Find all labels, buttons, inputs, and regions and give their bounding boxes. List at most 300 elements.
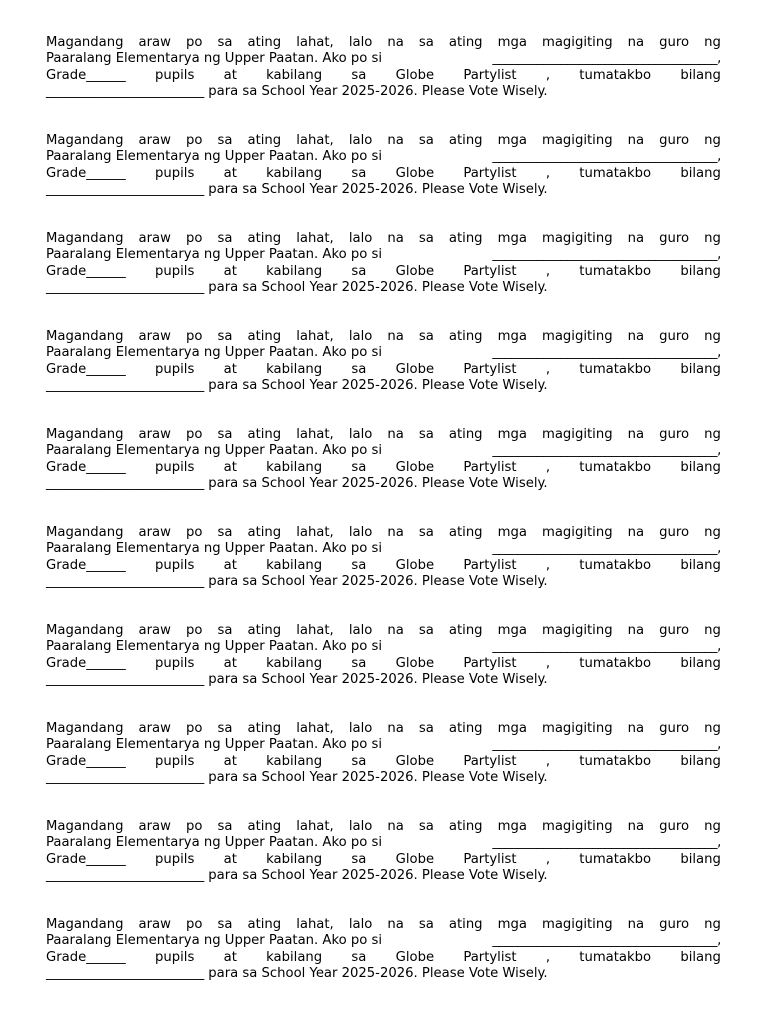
campaign-paragraph: [46, 427, 721, 493]
campaign-paragraph: [46, 525, 721, 591]
word: ating: [247, 819, 282, 834]
paragraph-line-3: [46, 754, 721, 770]
word: ng: [704, 623, 721, 638]
word: kabilang: [266, 557, 323, 573]
word: ating: [247, 917, 282, 932]
word: pupils: [155, 655, 195, 671]
word: pupils: [155, 165, 195, 181]
word: pupils: [155, 263, 195, 279]
paragraph-line-1: [46, 721, 721, 737]
word: Globe: [395, 67, 435, 83]
word: ating: [247, 525, 282, 540]
word: araw: [138, 427, 171, 442]
word: pupils: [155, 949, 195, 965]
position-blank: ________________________: [46, 476, 205, 492]
word: kabilang: [266, 949, 323, 965]
word: bilang: [680, 459, 721, 475]
word: mga: [497, 917, 527, 932]
name-blank: ____________________________________,: [492, 835, 721, 851]
line-text: Paaralang Elementarya ng Upper Paatan. Ako po si: [46, 933, 383, 949]
paragraph-line-4: [46, 868, 721, 884]
paragraph-line-1: [46, 525, 721, 541]
word: sa: [217, 623, 233, 638]
word: po: [185, 917, 203, 932]
word: Globe: [395, 263, 435, 279]
word: Magandang: [46, 525, 124, 540]
paragraph-line-3: [46, 656, 721, 672]
campaign-paragraph: [46, 231, 721, 297]
word: araw: [138, 231, 171, 246]
word: bilang: [680, 165, 721, 181]
grade-blank: Grade______: [46, 655, 126, 671]
position-blank: ________________________: [46, 378, 205, 394]
word: Globe: [395, 361, 435, 377]
word: guro: [659, 721, 690, 736]
word: ating: [247, 623, 282, 638]
word: na: [627, 819, 645, 834]
word: magigiting: [542, 231, 613, 246]
paragraph-line-4: [46, 280, 721, 296]
word: sa: [217, 525, 233, 540]
word: at: [223, 949, 237, 965]
word: na: [627, 35, 645, 50]
word: at: [223, 851, 237, 867]
paragraph-line-4: [46, 476, 721, 492]
paragraph-line-3: [46, 264, 721, 280]
word: na: [627, 721, 645, 736]
line-text: para sa School Year 2025-2026. Please Vote Wisely.: [208, 770, 548, 786]
word: Globe: [395, 949, 435, 965]
word: sa: [351, 361, 367, 377]
position-blank: ________________________: [46, 182, 205, 198]
word: sa: [351, 165, 367, 181]
word: ating: [448, 525, 483, 540]
word: guro: [659, 35, 690, 50]
word: ng: [704, 525, 721, 540]
word: Magandang: [46, 623, 124, 638]
word: ng: [704, 427, 721, 442]
word: po: [185, 427, 203, 442]
word: mga: [497, 721, 527, 736]
word: lalo: [348, 917, 373, 932]
word: sa: [217, 721, 233, 736]
word: lahat,: [296, 35, 334, 50]
word: bilang: [680, 263, 721, 279]
position-blank: ________________________: [46, 966, 205, 982]
word: araw: [138, 721, 171, 736]
word: sa: [418, 525, 434, 540]
word: ,: [545, 165, 551, 181]
word: at: [223, 557, 237, 573]
word: tumatakbo: [579, 753, 652, 769]
campaign-paragraph: [46, 329, 721, 395]
word: na: [387, 427, 404, 442]
word: ating: [247, 427, 282, 442]
word: sa: [351, 753, 367, 769]
position-blank: ________________________: [46, 84, 205, 100]
word: na: [387, 525, 404, 540]
word: bilang: [680, 655, 721, 671]
word: ng: [704, 819, 721, 834]
word: pupils: [155, 361, 195, 377]
word: ating: [247, 133, 282, 148]
word: Magandang: [46, 427, 124, 442]
word: lahat,: [296, 819, 334, 834]
paragraph-line-1: [46, 231, 721, 247]
name-blank: ____________________________________,: [492, 247, 721, 263]
word: kabilang: [266, 655, 323, 671]
paragraph-line-1: [46, 35, 721, 51]
word: kabilang: [266, 753, 323, 769]
word: na: [627, 133, 645, 148]
grade-blank: Grade______: [46, 753, 126, 769]
word: tumatakbo: [579, 263, 652, 279]
word: na: [387, 721, 404, 736]
word: ating: [448, 133, 483, 148]
word: Globe: [395, 165, 435, 181]
paragraph-line-3: [46, 460, 721, 476]
grade-blank: Grade______: [46, 949, 126, 965]
word: na: [387, 231, 404, 246]
line-text: para sa School Year 2025-2026. Please Vote Wisely.: [208, 476, 548, 492]
line-text: Paaralang Elementarya ng Upper Paatan. Ako po si: [46, 639, 383, 655]
position-blank: ________________________: [46, 868, 205, 884]
word: lahat,: [296, 427, 334, 442]
word: Globe: [395, 459, 435, 475]
word: guro: [659, 329, 690, 344]
paragraph-line-1: [46, 329, 721, 345]
word: sa: [217, 329, 233, 344]
word: na: [387, 819, 404, 834]
paragraph-line-1: [46, 917, 721, 933]
word: at: [223, 165, 237, 181]
word: sa: [418, 721, 434, 736]
word: Globe: [395, 557, 435, 573]
line-text: para sa School Year 2025-2026. Please Vote Wisely.: [208, 182, 548, 198]
line-text: Paaralang Elementarya ng Upper Paatan. Ako po si: [46, 443, 383, 459]
line-text: Paaralang Elementarya ng Upper Paatan. Ako po si: [46, 737, 383, 753]
word: magigiting: [542, 133, 613, 148]
word: ating: [247, 329, 282, 344]
word: araw: [138, 623, 171, 638]
word: pupils: [155, 459, 195, 475]
word: sa: [351, 655, 367, 671]
word: araw: [138, 917, 171, 932]
line-text: para sa School Year 2025-2026. Please Vote Wisely.: [208, 84, 548, 100]
word: sa: [418, 329, 434, 344]
word: Magandang: [46, 819, 124, 834]
word: mga: [497, 329, 527, 344]
word: sa: [418, 427, 434, 442]
word: ,: [545, 67, 551, 83]
word: mga: [497, 819, 527, 834]
paragraph-line-2: [46, 247, 721, 263]
word: sa: [217, 231, 233, 246]
grade-blank: Grade______: [46, 165, 126, 181]
paragraph-line-2: [46, 639, 721, 655]
word: sa: [351, 949, 367, 965]
word: po: [185, 819, 203, 834]
paragraph-line-4: [46, 574, 721, 590]
word: araw: [138, 819, 171, 834]
line-text: Paaralang Elementarya ng Upper Paatan. Ako po si: [46, 345, 383, 361]
word: ating: [448, 721, 483, 736]
word: tumatakbo: [579, 557, 652, 573]
word: bilang: [680, 753, 721, 769]
word: tumatakbo: [579, 361, 652, 377]
word: Globe: [395, 851, 435, 867]
word: mga: [497, 427, 527, 442]
word: ating: [448, 819, 483, 834]
word: ating: [247, 35, 282, 50]
word: Globe: [395, 655, 435, 671]
word: sa: [351, 263, 367, 279]
line-text: Paaralang Elementarya ng Upper Paatan. Ako po si: [46, 247, 383, 263]
name-blank: ____________________________________,: [492, 443, 721, 459]
word: ng: [704, 35, 721, 50]
word: mga: [497, 525, 527, 540]
word: bilang: [680, 557, 721, 573]
line-text: Paaralang Elementarya ng Upper Paatan. Ako po si: [46, 541, 383, 557]
grade-blank: Grade______: [46, 557, 126, 573]
word: sa: [418, 231, 434, 246]
word: lalo: [348, 427, 373, 442]
line-text: para sa School Year 2025-2026. Please Vote Wisely.: [208, 868, 548, 884]
word: bilang: [680, 949, 721, 965]
word: magigiting: [542, 917, 613, 932]
paragraph-line-2: [46, 345, 721, 361]
word: magigiting: [542, 35, 613, 50]
word: mga: [497, 231, 527, 246]
paragraph-line-1: [46, 427, 721, 443]
word: ,: [545, 851, 551, 867]
word: Partylist: [463, 459, 517, 475]
word: bilang: [680, 851, 721, 867]
campaign-paragraph: [46, 35, 721, 101]
word: araw: [138, 329, 171, 344]
word: tumatakbo: [579, 459, 652, 475]
word: pupils: [155, 67, 195, 83]
paragraph-line-2: [46, 541, 721, 557]
word: po: [185, 329, 203, 344]
word: magigiting: [542, 329, 613, 344]
word: po: [185, 133, 203, 148]
word: magigiting: [542, 819, 613, 834]
word: Partylist: [463, 67, 517, 83]
word: Magandang: [46, 917, 124, 932]
paragraph-line-3: [46, 362, 721, 378]
word: na: [627, 231, 645, 246]
campaign-paragraph: [46, 623, 721, 689]
line-text: para sa School Year 2025-2026. Please Vote Wisely.: [208, 966, 548, 982]
word: ,: [545, 361, 551, 377]
word: Partylist: [463, 655, 517, 671]
word: ng: [704, 133, 721, 148]
word: lalo: [348, 525, 373, 540]
word: Globe: [395, 753, 435, 769]
word: at: [223, 655, 237, 671]
grade-blank: Grade______: [46, 851, 126, 867]
word: Magandang: [46, 133, 124, 148]
word: kabilang: [266, 459, 323, 475]
word: ating: [448, 231, 483, 246]
word: ating: [247, 721, 282, 736]
word: lahat,: [296, 525, 334, 540]
word: at: [223, 361, 237, 377]
position-blank: ________________________: [46, 280, 205, 296]
word: Partylist: [463, 361, 517, 377]
word: po: [185, 35, 203, 50]
name-blank: ____________________________________,: [492, 149, 721, 165]
word: Magandang: [46, 35, 124, 50]
word: pupils: [155, 851, 195, 867]
grade-blank: Grade______: [46, 459, 126, 475]
paragraph-line-3: [46, 166, 721, 182]
grade-blank: Grade______: [46, 361, 126, 377]
paragraph-line-2: [46, 835, 721, 851]
word: lalo: [348, 231, 373, 246]
word: na: [387, 623, 404, 638]
word: at: [223, 67, 237, 83]
word: sa: [418, 133, 434, 148]
word: bilang: [680, 361, 721, 377]
word: Partylist: [463, 557, 517, 573]
word: lahat,: [296, 133, 334, 148]
paragraph-line-1: [46, 819, 721, 835]
name-blank: ____________________________________,: [492, 737, 721, 753]
word: Partylist: [463, 165, 517, 181]
line-text: Paaralang Elementarya ng Upper Paatan. Ako po si: [46, 835, 383, 851]
paragraph-line-3: [46, 852, 721, 868]
word: ng: [704, 329, 721, 344]
word: ng: [704, 231, 721, 246]
word: magigiting: [542, 525, 613, 540]
word: sa: [351, 67, 367, 83]
word: Partylist: [463, 949, 517, 965]
word: na: [387, 329, 404, 344]
word: na: [387, 133, 404, 148]
word: Partylist: [463, 753, 517, 769]
word: ating: [448, 35, 483, 50]
position-blank: ________________________: [46, 672, 205, 688]
word: at: [223, 459, 237, 475]
word: ,: [545, 459, 551, 475]
word: pupils: [155, 753, 195, 769]
word: ating: [448, 329, 483, 344]
word: mga: [497, 35, 527, 50]
word: ating: [448, 623, 483, 638]
word: sa: [217, 35, 233, 50]
word: lahat,: [296, 623, 334, 638]
word: tumatakbo: [579, 655, 652, 671]
paragraph-line-4: [46, 182, 721, 198]
line-text: para sa School Year 2025-2026. Please Vote Wisely.: [208, 378, 548, 394]
line-text: Paaralang Elementarya ng Upper Paatan. Ako po si: [46, 149, 383, 165]
word: lahat,: [296, 231, 334, 246]
word: magigiting: [542, 427, 613, 442]
name-blank: ____________________________________,: [492, 345, 721, 361]
paragraph-line-3: [46, 68, 721, 84]
word: magigiting: [542, 623, 613, 638]
campaign-paragraph: [46, 133, 721, 199]
word: ating: [247, 231, 282, 246]
word: araw: [138, 525, 171, 540]
word: lalo: [348, 819, 373, 834]
word: lalo: [348, 329, 373, 344]
line-text: Paaralang Elementarya ng Upper Paatan. Ako po si: [46, 51, 383, 67]
word: po: [185, 721, 203, 736]
word: lahat,: [296, 329, 334, 344]
word: na: [627, 917, 645, 932]
name-blank: ____________________________________,: [492, 51, 721, 67]
name-blank: ____________________________________,: [492, 933, 721, 949]
grade-blank: Grade______: [46, 263, 126, 279]
campaign-paragraph: [46, 819, 721, 885]
paragraph-line-2: [46, 149, 721, 165]
word: at: [223, 263, 237, 279]
word: lahat,: [296, 721, 334, 736]
word: Magandang: [46, 721, 124, 736]
paragraph-line-4: [46, 966, 721, 982]
name-blank: ____________________________________,: [492, 541, 721, 557]
word: na: [387, 35, 404, 50]
word: magigiting: [542, 721, 613, 736]
word: na: [627, 427, 645, 442]
word: po: [185, 525, 203, 540]
word: na: [627, 623, 645, 638]
word: sa: [217, 133, 233, 148]
word: sa: [418, 917, 434, 932]
word: kabilang: [266, 263, 323, 279]
word: ng: [704, 917, 721, 932]
paragraph-line-3: [46, 558, 721, 574]
word: sa: [217, 427, 233, 442]
word: at: [223, 753, 237, 769]
paragraph-line-4: [46, 672, 721, 688]
line-text: para sa School Year 2025-2026. Please Vote Wisely.: [208, 574, 548, 590]
word: kabilang: [266, 165, 323, 181]
word: guro: [659, 819, 690, 834]
word: ,: [545, 263, 551, 279]
word: po: [185, 231, 203, 246]
line-text: para sa School Year 2025-2026. Please Vote Wisely.: [208, 672, 548, 688]
word: guro: [659, 133, 690, 148]
word: Partylist: [463, 263, 517, 279]
word: ,: [545, 753, 551, 769]
word: ating: [448, 427, 483, 442]
word: ,: [545, 949, 551, 965]
word: guro: [659, 623, 690, 638]
word: sa: [418, 819, 434, 834]
paragraph-line-2: [46, 51, 721, 67]
campaign-paragraph: [46, 721, 721, 787]
word: sa: [351, 851, 367, 867]
word: guro: [659, 427, 690, 442]
paragraph-line-1: [46, 133, 721, 149]
word: na: [627, 525, 645, 540]
word: po: [185, 623, 203, 638]
grade-blank: Grade______: [46, 67, 126, 83]
paragraph-line-2: [46, 737, 721, 753]
word: Magandang: [46, 231, 124, 246]
word: guro: [659, 917, 690, 932]
word: lalo: [348, 35, 373, 50]
word: mga: [497, 623, 527, 638]
word: guro: [659, 525, 690, 540]
paragraph-line-4: [46, 378, 721, 394]
word: kabilang: [266, 851, 323, 867]
word: tumatakbo: [579, 949, 652, 965]
